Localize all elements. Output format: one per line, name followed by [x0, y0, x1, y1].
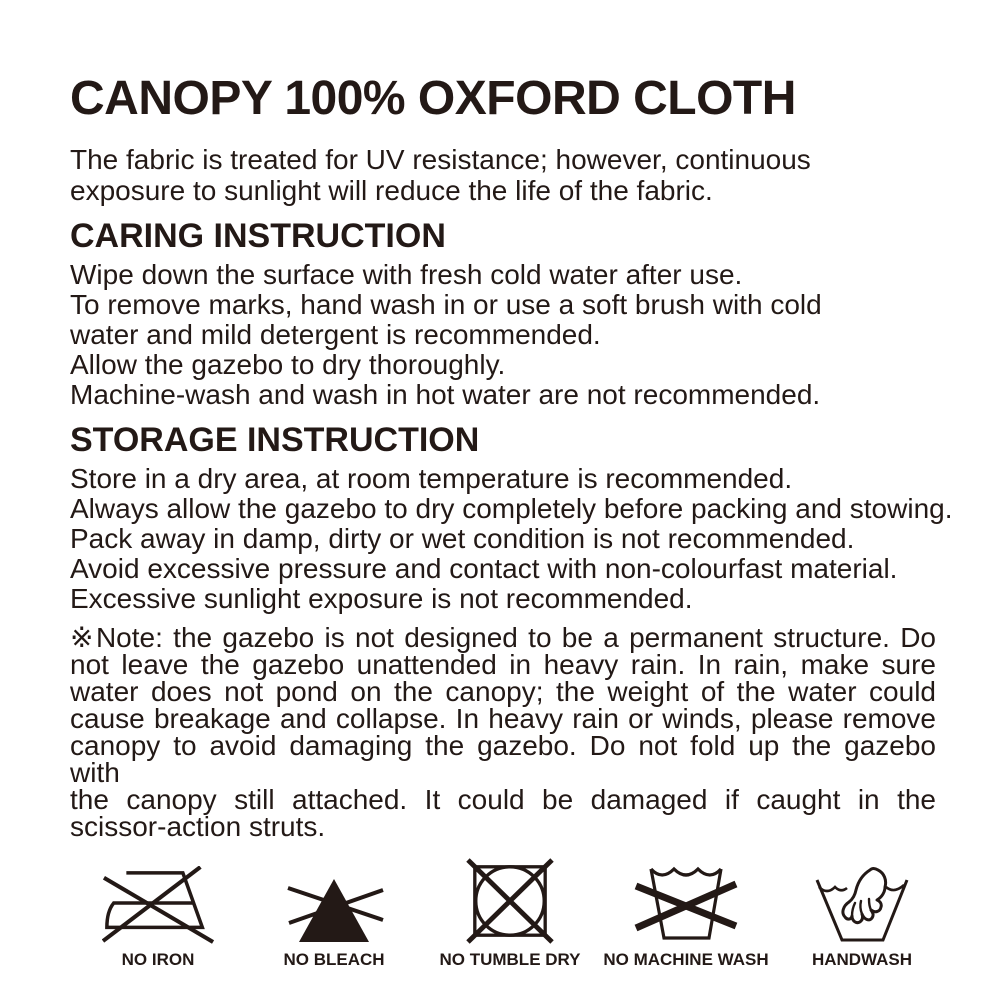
text-line: Avoid excessive pressure and contact with non-colourfast material. [70, 553, 898, 584]
text-line: Excessive sunlight exposure is not recommended. [70, 583, 693, 614]
text-line: Pack away in damp, dirty or wet condition is not recommended. [70, 523, 855, 554]
text-line: water and mild detergent is recommended. [70, 319, 601, 350]
care-symbol-label: HANDWASH [811, 950, 913, 969]
no-machine-wash-icon [634, 866, 738, 944]
care-symbol-label: NO TUMBLE DRY [439, 950, 581, 969]
care-symbols-row [70, 858, 950, 970]
text-line: the canopy still attached. It could be damaged if caught in the [70, 784, 936, 815]
care-symbol-label: NO BLEACH [283, 950, 385, 969]
text-line: canopy to avoid damaging the gazebo. Do not fold up the gazebo with [70, 730, 936, 788]
text-line: To remove marks, hand wash in or use a soft brush with cold [70, 289, 822, 320]
storage-instruction-lines [70, 463, 953, 614]
handwash-icon [812, 866, 912, 944]
text-line: Allow the gazebo to dry thoroughly. [70, 349, 506, 380]
text-line: cause breakage and collapse. In heavy rain or winds, please remove [70, 703, 936, 734]
text-line: water does not pond on the canopy; the weight of the water could [70, 676, 936, 707]
text-line: scissor-action struts. [70, 811, 326, 842]
care-symbol-no-iron [70, 866, 246, 970]
text-line: Machine-wash and wash in hot water are not recommended. [70, 379, 821, 410]
note-paragraph [70, 624, 936, 840]
text-line: Store in a dry area, at room temperature is recommended. [70, 463, 793, 494]
care-symbol-no-tumble-dry [422, 858, 598, 970]
storage-instruction-heading: STORAGE INSTRUCTION [70, 421, 480, 459]
caring-instruction-heading: CARING INSTRUCTION [70, 217, 446, 255]
text-line: exposure to sunlight will reduce the life of the fabric. [70, 175, 713, 206]
page-title: CANOPY 100% OXFORD CLOTH [70, 72, 796, 125]
text-line: ※Note: the gazebo is not designed to be a permanent structure. Do [70, 622, 936, 653]
text-line: Always allow the gazebo to dry completely before packing and stowing. [70, 493, 953, 524]
no-tumble-dry-icon [466, 858, 554, 944]
care-symbol-no-machine-wash [598, 866, 774, 970]
intro-paragraph [70, 144, 950, 206]
care-symbol-label: NO MACHINE WASH [603, 950, 769, 969]
text-line: not leave the gazebo unattended in heavy rain. In rain, make sure [70, 649, 936, 680]
care-symbol-label: NO IRON [121, 950, 195, 969]
caring-instruction-lines [70, 260, 950, 410]
text-line: The fabric is treated for UV resistance; however, continuous [70, 144, 811, 175]
no-iron-icon [102, 866, 215, 944]
care-symbol-no-bleach [246, 876, 422, 970]
care-symbol-handwash [774, 866, 950, 970]
text-line: Wipe down the surface with fresh cold water after use. [70, 259, 743, 290]
no-bleach-icon [284, 876, 384, 944]
